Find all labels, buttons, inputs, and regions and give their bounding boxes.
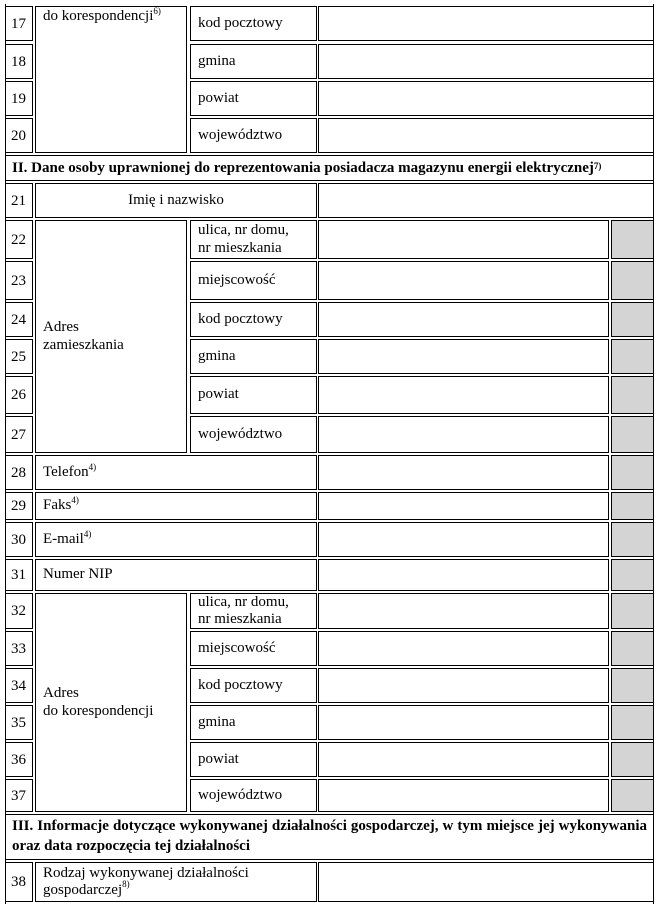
row-number [5, 455, 33, 490]
shaded-cell [611, 339, 654, 374]
row-number-text: 19 [11, 90, 26, 107]
shaded-cell [611, 261, 654, 300]
footnote-marker: 4) [71, 495, 79, 506]
field-label [190, 705, 317, 740]
shaded-cell [611, 668, 654, 703]
row-number-text: 31 [11, 566, 26, 583]
field-label-text: Telefon [43, 463, 89, 480]
field-label-text: ulica, nr domu, nr mieszkania [198, 222, 289, 256]
field-label-text: miejscowość [198, 271, 276, 288]
shaded-cell [611, 522, 654, 557]
field-label-line: gospodarczej [43, 881, 123, 898]
row-number [5, 376, 33, 414]
shaded-cell [611, 492, 654, 520]
field-label-text: miejscowość [198, 639, 276, 656]
row-number [5, 6, 33, 41]
footnote-marker: 8) [122, 878, 130, 889]
row-number [5, 862, 33, 902]
field-label-wrap [43, 566, 113, 583]
input-field[interactable] [318, 416, 609, 453]
row-number-text: 21 [11, 192, 26, 209]
row-number-text: 22 [11, 231, 26, 248]
row-number-text: 38 [11, 873, 26, 890]
field-label-text: powiat [198, 386, 239, 403]
input-field[interactable] [318, 559, 609, 591]
footnote-marker: 6) [153, 6, 161, 16]
section-title: III. Informacje dotyczące wykonywanej działalności gospodarczej, w tym miejsce jej wykonywania oraz data rozpoczęcia tej działalności [12, 818, 647, 855]
field-label [190, 742, 317, 777]
row-number [5, 559, 33, 591]
shaded-cell [611, 705, 654, 740]
field-label-text: Faks [43, 497, 72, 514]
row-number-text: 24 [11, 311, 26, 328]
field-label [190, 416, 317, 453]
field-label-text: powiat [198, 750, 239, 767]
row-number-text: 32 [11, 602, 26, 619]
field-label [35, 522, 317, 557]
group-label-line: do korespondencji [43, 702, 154, 719]
field-label-text: kod pocztowy [198, 14, 283, 31]
field-label [190, 668, 317, 703]
shaded-cell [611, 593, 654, 629]
input-field[interactable] [318, 631, 609, 666]
footnote-marker: 4) [83, 528, 92, 539]
field-label [190, 631, 317, 666]
field-label [190, 118, 317, 153]
row-number [5, 81, 33, 116]
input-field[interactable] [318, 339, 609, 374]
input-field[interactable] [318, 220, 609, 259]
input-field[interactable] [318, 81, 654, 116]
row-number [5, 779, 33, 812]
field-label-text: kod pocztowy [198, 310, 283, 327]
field-label [190, 44, 317, 79]
field-label-text: województwo [198, 425, 283, 442]
row-number [5, 593, 33, 629]
row-number-text: 20 [11, 127, 26, 144]
field-label-text: gmina [198, 713, 236, 730]
input-field[interactable] [318, 302, 609, 337]
input-field[interactable] [318, 779, 609, 812]
shaded-cell [611, 220, 654, 259]
row-number [5, 631, 33, 666]
row-number-text: 27 [11, 426, 26, 443]
shaded-cell [611, 302, 654, 337]
field-label-line-wrap [43, 878, 316, 899]
row-number-text: 17 [11, 15, 26, 32]
row-number-text: 36 [11, 751, 26, 768]
input-field[interactable] [318, 455, 609, 490]
shaded-cell [611, 631, 654, 666]
field-label [190, 81, 317, 116]
row-number-text: 34 [11, 677, 26, 694]
field-label-wrap [43, 528, 92, 548]
row-number [5, 522, 33, 557]
row-number [5, 118, 33, 153]
row-number [5, 416, 33, 453]
field-label [190, 6, 317, 41]
field-label [190, 339, 317, 374]
shaded-cell [611, 779, 654, 812]
row-number-text: 23 [11, 272, 26, 289]
field-label-text: Imię i nazwisko [128, 191, 224, 208]
field-label-text: powiat [198, 89, 239, 106]
input-field[interactable] [318, 376, 609, 414]
row-number-text: 35 [11, 714, 26, 731]
shaded-cell [611, 742, 654, 777]
row-number-text: 29 [11, 497, 26, 514]
field-label-text: E-mail [43, 530, 84, 547]
row-number-text: 25 [11, 348, 26, 365]
field-label-text: Numer NIP [43, 566, 113, 583]
input-field[interactable] [318, 705, 609, 740]
input-field[interactable] [318, 261, 609, 300]
row-number [5, 220, 33, 259]
field-label-text: kod pocztowy [198, 676, 283, 693]
field-label [190, 593, 317, 629]
row-number-text: 18 [11, 53, 26, 70]
group-label-correspondence-address [35, 593, 187, 812]
field-label [35, 183, 317, 218]
input-field[interactable] [318, 183, 654, 218]
section-title: II. Dane osoby uprawnionej do reprezentowania posiadacza magazynu energii elektrycznej [12, 159, 594, 176]
row-number [5, 492, 33, 520]
field-label-line: Rodzaj wykonywanej działalności [43, 865, 249, 881]
input-field[interactable] [318, 668, 609, 703]
section-header-III [5, 814, 654, 860]
section-header-II [5, 155, 654, 181]
field-label-wrap [43, 461, 97, 481]
input-field[interactable] [318, 6, 654, 41]
group-label-correspondence [35, 6, 187, 153]
shaded-cell [611, 455, 654, 490]
input-field[interactable] [318, 742, 609, 777]
row-number [5, 261, 33, 300]
field-label [190, 261, 317, 300]
field-label [190, 220, 317, 259]
shaded-cell [611, 416, 654, 453]
row-number-text: 33 [11, 640, 26, 657]
shaded-cell [611, 559, 654, 591]
field-label [35, 559, 317, 591]
row-number [5, 705, 33, 740]
input-field[interactable] [318, 593, 609, 629]
group-label-residence [35, 220, 187, 453]
row-number-text: 37 [11, 787, 26, 804]
row-number [5, 44, 33, 79]
footnote-marker: 7) [593, 160, 602, 171]
field-label [190, 376, 317, 414]
group-label-text: do korespondencji [43, 8, 154, 24]
group-label-line: Adres [43, 685, 79, 702]
field-label [190, 779, 317, 812]
group-label-line: zamieszkania [43, 336, 124, 353]
field-label-text: województwo [198, 786, 283, 803]
group-label-line: Adres [43, 319, 79, 336]
row-number-text: 28 [11, 464, 26, 481]
field-label [35, 862, 317, 902]
field-label-text: ulica, nr domu, nr mieszkania [198, 593, 289, 627]
field-label-wrap [43, 497, 79, 514]
input-field[interactable] [318, 862, 654, 902]
row-number [5, 339, 33, 374]
input-field[interactable] [318, 492, 609, 520]
row-number [5, 302, 33, 337]
field-label [35, 455, 317, 490]
row-number-text: 26 [11, 386, 26, 403]
row-number [5, 183, 33, 218]
field-label [35, 492, 317, 520]
field-label-text: gmina [198, 52, 236, 69]
input-field[interactable] [318, 118, 654, 153]
field-label-text: gmina [198, 347, 236, 364]
shaded-cell [611, 376, 654, 414]
row-number [5, 742, 33, 777]
input-field[interactable] [318, 44, 654, 79]
row-number [5, 668, 33, 703]
row-number-text: 30 [11, 531, 26, 548]
field-label [190, 302, 317, 337]
field-label-text: województwo [198, 126, 283, 143]
footnote-marker: 4) [88, 461, 97, 472]
input-field[interactable] [318, 522, 609, 557]
